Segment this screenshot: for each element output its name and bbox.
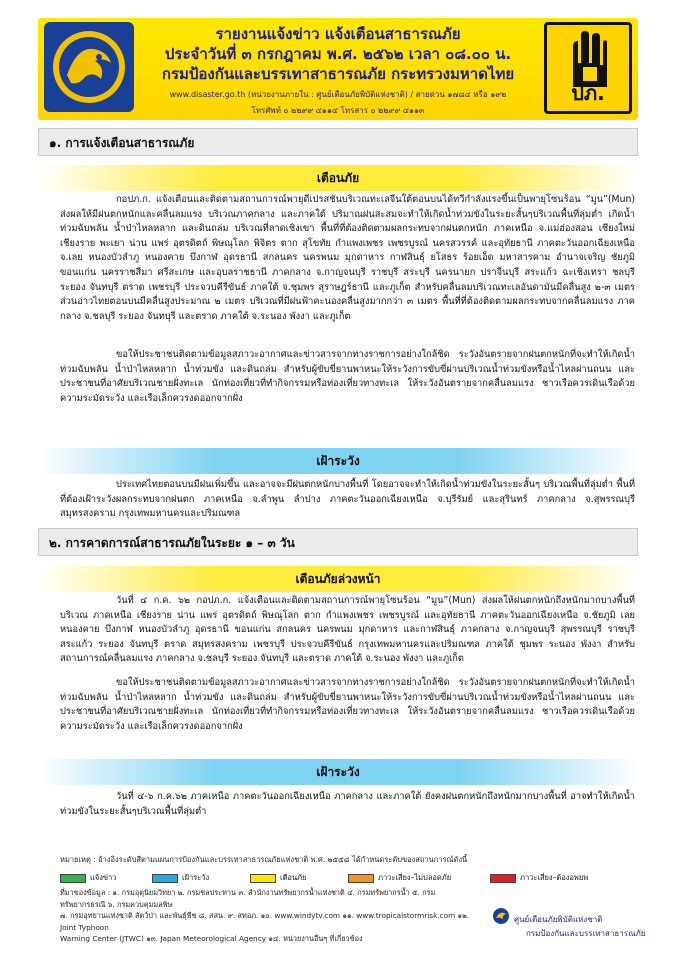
legend-swatch: [490, 874, 516, 883]
section-2-title: ๒. การคาดการณ์สาธารณภัยในระยะ ๑ – ๓ วัน: [38, 528, 638, 556]
section-1-warning-band: เตือนภัย: [38, 165, 638, 191]
legend-item: [348, 872, 451, 884]
legend-item: [250, 872, 306, 884]
disaster-department-logo: [44, 22, 134, 112]
warning-center-signature: [492, 905, 646, 945]
warning-center-department: กรมป้องกันและบรรเทาสาธารณภัย: [526, 929, 646, 938]
legend-label: แจ้งข่าว: [90, 873, 117, 882]
legend-label: เฝ้าระวัง: [182, 873, 210, 882]
data-sources-line: ๗. กรมอุทยานแห่งชาติ สัตว์ป่า และพันธุ์พืช ๘. สสน. ๙. สทอภ. ๑๐. www.windytv.com ๑๑. www.tropicalstormrisk.com ๑๒. Joint Typhoon: [60, 911, 470, 932]
section-2-warning-text: วันที่ ๔ ก.ค. ๖๒ กอปภ.ก. แจ้งเตือนและติดตามสถานการณ์พายุโซนร้อน “มูน”(Mun) ส่งผลให้ฝนตกหนักถึงหนักมากบางพื้นที่ บริเวณ ภาคเหนือ เชียงราย น่าน แพร่ อุตรดิตถ์ พิษณุโลก ตาก กำแพงเพชร เพชรบูรณ์ และอุทัยธานี ภาคตะวันออกเฉียงเหนือ จ.ชัยภูมิ เลย หนองคาย บึงกาฬ หนองบัวลำภู อุดรธานี ขอนแก่น สกลนคร นครพนม มุกดาหาร และกาฬสินธุ์ ภาคกลาง จ.กาญจนบุรี สุพรรณบุรี ราชบุรี สระแก้ว ระยอง จันทบุรี ตราด สมุทรสงคราม เพชรบุรี ประจวบคีรีขันธ์ กรุงเทพมหานครและปริมณฑล ภาคใต้ ชุมพร ระนอง พังงา สำหรับสถานการณ์คลื่นลมแรง ภาคกลาง จ.ชลบุรี ระยอง จันทบุรี และตราด ภาคใต้ จ.ระนอง พังงา และภูเก็ต: [60, 595, 635, 665]
legend-item: [152, 872, 209, 884]
legend-swatch: [250, 874, 276, 883]
report-title: รายงานแจ้งข่าว แจ้งเตือนสาธารณภัย: [215, 25, 461, 43]
section-2-advice-text: ขอให้ประชาชนติดตามข้อมูลสภาวะอากาศและข่าวสารจากทางราชการอย่างใกล้ชิด ระวังอันตรายจากฝนตกหนักที่จะทำให้เกิดน้ำท่วมฉับพลัน น้ำป่าไหลหลาก น้ำท่วมขัง และดินถล่ม สำหรับผู้ขับขี่ยานพาหนะให้ระวังการขับขี่ผ่านบริเวณน้ำท่วมขังหรือน้ำไหลผ่านถนน และประชาชนที่อาศัยบริเวณชายฝั่งทะเล นักท่องเที่ยวที่ทำกิจกรรมหรือท่องเที่ยวทางทะเล ให้ระวังอันตรายจากคลื่นลมแรง ชาวเรือควรเดินเรือด้วยความระมัดระวัง และเรือเล็กควรงดออกจากฝั่ง: [60, 677, 635, 732]
data-sources: [60, 887, 480, 945]
color-level-legend: [60, 872, 640, 884]
section-1-advice-text: ขอให้ประชาชนติดตามข้อมูลสภาวะอากาศและข่าวสารจากทางราชการอย่างใกล้ชิด ระวังอันตรายจากฝนตกหนักที่จะทำให้เกิดน้ำท่วมฉับพลัน น้ำป่าไหลหลาก น้ำท่วมขัง และดินถล่ม สำหรับผู้ขับขี่ยานพาหนะให้ระวังการขับขี่ผ่านบริเวณน้ำท่วมขังหรือน้ำไหลผ่านถนน และประชาชนที่อาศัยบริเวณชายฝั่งทะเล นักท่องเที่ยวที่ทำกิจกรรมหรือท่องเที่ยวทางทะเล ให้ระวังอันตรายจากคลื่นลมแรง ชาวเรือควรเดินเรือด้วยความระมัดระวัง และเรือเล็กควรงดออกจากฝั่ง: [60, 349, 635, 404]
phone-fax: โทรศัพท์ ๐ ๒๒๙๙ ๔๑๑๔ โทรสาร ๐ ๒๒๙๙ ๔๑๑๓: [251, 106, 425, 115]
legend-item: [60, 872, 116, 884]
warning-center-name: ศูนย์เตือนภัยพิบัติแห่งชาติ: [514, 915, 603, 924]
garuda-emblem-icon: [49, 27, 129, 107]
legend-item: [490, 872, 588, 884]
legend-label: ภาวะเสี่ยง–ต้องอพยพ: [520, 873, 589, 882]
section-1-title: ๑. การแจ้งเตือนสาธารณภัย: [38, 128, 638, 156]
legend-swatch: [152, 874, 178, 883]
legend-swatch: [348, 874, 374, 883]
color-level-note: หมายเหตุ : อ้างอิงระดับสีตามแผนการป้องกันและบรรเทาสาธารณภัยแห่งชาติ พ.ศ. ๒๕๕๘ ได้กำหนดระดับของสถานการณ์ดังนี้: [60, 855, 468, 864]
section-2-watch-text: วันที่ ๔-๖ ก.ค.๖๒ ภาคเหนือ ภาคตะวันออกเฉียงเหนือ ภาคกลาง และภาคใต้ ยังคงฝนตกหนักถึงหนักมากบางพื้นที่ อาจทำให้เกิดน้ำท่วมขังในระยะสั้นๆบริเวณพื้นที่ลุ่มต่ำ: [60, 791, 635, 817]
section-2-watch-band: เฝ้าระวัง: [38, 759, 638, 785]
ddpm-logo: [544, 22, 632, 114]
department-name: กรมป้องกันและบรรเทาสาธารณภัย กระทรวงมหาดไทย: [161, 65, 515, 83]
section-2-warning-band: เตือนภัยล่วงหน้า: [38, 566, 638, 592]
website-hotline: www.disaster.go.th (หน่วยงานภายใน : ศูนย์เตือนภัยพิบัติแห่งชาติ) / สายด่วน ๑๗๘๔ หรือ ๑๙๒: [169, 90, 507, 99]
data-sources-line: ที่มาของข้อมูล : ๑. กรมอุตุนิยมวิทยา ๒. กรมชลประทาน ๓. สำนักงานทรัพยากรน้ำแห่งชาติ ๔. กรมทรัพยากรน้ำ ๕. กรมทรัพยากรธรณี ๖. กรมควบคุมมลพิษ: [60, 888, 436, 909]
report-date: ประจำวันที่ ๓ กรกฎาคม พ.ศ. ๒๕๖๒ เวลา ๐๘.๐๐ น.: [164, 45, 512, 63]
legend-swatch: [60, 874, 86, 883]
section-1-watch-band: เฝ้าระวัง: [38, 448, 638, 474]
data-sources-line: Warning Center (JTWC) ๑๓. Japan Meteorological Agency ๑๔. หน่วยงานอื่นๆ ที่เกี่ยวข้อง: [60, 934, 363, 943]
ddpm-logo-text: ปภ.: [571, 81, 605, 105]
legend-label: เตือนภัย: [280, 873, 307, 882]
legend-label: ภาวะเสี่ยง–ไม่ปลอดภัย: [378, 873, 452, 882]
warning-center-emblem-icon: [492, 907, 510, 925]
section-1-warning-text: กอปภ.ก. แจ้งเตือนและติดตามสถานการณ์พายุดีเปรสชันบริเวณทะเลจีนใต้ตอนบนได้ทวีกำลังแรงขึ้นเป็นพายุโซนร้อน “มูน”(Mun) ส่งผลให้มีฝนตกหนักและคลื่นลมแรง บริเวณภาคกลาง และภาคใต้ ปริมาณฝนสะสมจะทำให้เกิดน้ำท่วมขังในระยะสั้นๆบริเวณพื้นที่ลุ่มต่ำ เกิดน้ำท่วมฉับพลัน น้ำป่าไหลหลาก และดินถล่ม บริเวณที่ลาดเชิงเขา พื้นที่ที่ต้องติดตามผลกระทบจากฝนตกหนัก ภาคเหนือ จ.แม่ฮ่องสอน เชียงใหม่ เชียงราย พะเยา น่าน แพร่ อุตรดิตถ์ พิษณุโลก พิจิตร ตาก สุโขทัย กำแพงเพชร เพชรบูรณ์ นครสวรรค์ และอุทัยธานี ภาคตะวันออกเฉียงเหนือ จ.เลย หนองบัวลำภู หนองคาย บึงกาฬ อุดรธานี สกลนคร นครพนม มุกดาหาร กาฬสินธุ์ ยโสธร ร้อยเอ็ด มหาสารคาม อำนาจเจริญ ชัยภูมิ ขอนแก่น นครราชสีมา ศรีสะเกษ และอุบลราชธานี ภาคกลาง จ.กาญจนบุรี ราชบุรี สระบุรี นครนายก ปราจีนบุรี สระแก้ว ฉะเชิงเทรา ชลบุรี ระยอง จันทบุรี ตราด เพชรบุรี ประจวบคีรีขันธ์ ภาคใต้ จ.ชุมพร สุราษฎร์ธานี และภูเก็ต สำหรับคลื่นลมบริเวณทะเลอันดามันมีคลื่นสูง ๒-๓ เมตร ส่วนอ่าวไทยตอนบนมีคลื่นสูงประมาณ ๒ เมตร บริเวณที่มีฝนฟ้าคะนองคลื่นสูงมากกว่า ๓ เมตร พื้นที่ที่ต้องติดตามผลกระทบจากคลื่นลมแรง ภาคกลาง จ.ชลบุรี ระยอง จันทบุรี และตราด ภาคใต้ จ.ระนอง พังงา และภูเก็ต: [60, 194, 635, 322]
section-1-watch-text: ประเทศไทยตอนบนมีฝนเพิ่มขึ้น และอาจจะมีฝนตกหนักบางพื้นที่ โดยอาจจะทำให้เกิดน้ำท่วมขังในระยะสั้นๆ บริเวณพื้นที่ลุ่มต่ำ พื้นที่ที่ต้องเฝ้าระวังผลกระทบจากฝนตก ภาคเหนือ จ.ลำพูน ลำปาง ภาคตะวันออกเฉียงเหนือ จ.บุรีรัมย์ และสุรินทร์ ภาคกลาง จ.สุพรรณบุรี สมุทรสงคราม กรุงเทพมหานครและปริมณฑล: [60, 479, 635, 520]
report-header: [38, 18, 638, 120]
